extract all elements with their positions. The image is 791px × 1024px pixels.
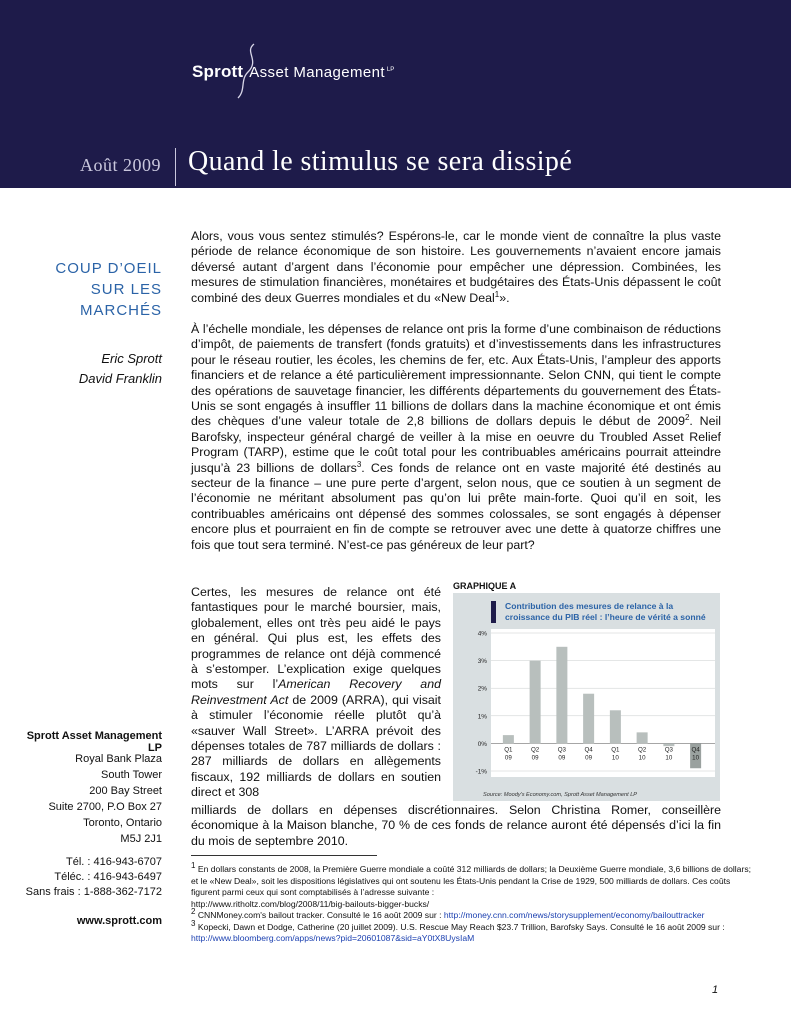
footnote-2-number: 2 xyxy=(191,907,196,917)
bar xyxy=(637,732,648,743)
chart-source: Source: Moody's Economy.com, Sprott Asset Management LP xyxy=(483,792,638,798)
chart-title-marker-icon xyxy=(491,601,496,623)
x-tick-label-year: 10 xyxy=(611,754,619,762)
author-name: Eric Sprott xyxy=(101,351,162,366)
header-banner xyxy=(0,0,791,188)
footnote-ref-1[interactable]: 1 xyxy=(494,289,500,299)
x-tick-label: Q2 xyxy=(530,746,540,754)
logo xyxy=(192,62,394,82)
paragraph-3-wrapped xyxy=(191,585,441,801)
header-divider xyxy=(175,148,176,186)
y-tick-label: 2% xyxy=(477,685,487,693)
address-line: Suite 2700, P.O Box 27 xyxy=(48,801,162,813)
contact-phones xyxy=(20,855,162,900)
paragraph-3-italic: American Recovery and Reinvestment Act xyxy=(191,677,441,707)
x-tick-label: Q4 xyxy=(584,746,593,754)
address-line: 200 Bay Street xyxy=(89,785,162,797)
footnote-2-url[interactable]: http://money.cnn.com/news/storysupplement/economy/bailouttracker xyxy=(443,910,705,920)
x-tick-label-year: 09 xyxy=(531,754,539,762)
section-title-line: MARCHÉS xyxy=(79,302,162,319)
issue-date: Août 2009 xyxy=(80,155,161,175)
paragraph-3-text-a: Certes, les mesures de relance ont été fantastiques pour le marché boursier, mais, globalement, elles ont très peu aidé le pays en général. Qui plus est, les effets des programmes de relance ont déjà commencé à s’estomper. L’explication exige quelques mots sur l’ xyxy=(191,585,441,692)
logo-brand-suffix: LP xyxy=(386,66,395,73)
x-tick-label: Q1 xyxy=(504,746,513,754)
contact-address xyxy=(20,751,162,847)
contact-company-name: Sprott Asset Management LP xyxy=(26,730,162,754)
bar xyxy=(503,735,514,743)
y-tick-label: 0% xyxy=(477,740,487,748)
paragraph-1 xyxy=(191,229,721,306)
paragraph-2 xyxy=(191,322,721,553)
address-line: Toronto, Ontario xyxy=(83,817,162,829)
bar xyxy=(556,647,567,744)
paragraph-1-end: ». xyxy=(499,290,510,305)
footnotes xyxy=(191,861,751,945)
paragraph-3-text-b: de 2009 (ARRA), qui visait à stimuler l’économie réelle plutôt qu’à «sauver Wall Street». L’ARRA prévoit des dépenses totales de 787 milliards de dollars : 287 milliards de dollars en allègements fiscaux, 192 milliards de dollars en soutien direct et 308 xyxy=(191,692,441,800)
section-title-line: COUP D’OEIL xyxy=(55,260,162,277)
x-tick-label: Q1 xyxy=(611,746,620,754)
footnote-3-text: Kopecki, Dawn et Dodge, Catherine (20 juillet 2009). U.S. Rescue May Reach $23.7 Trillion, Barofsky Says. Consulté le 16 août 2009 sur : xyxy=(197,921,725,932)
paragraph-3-continued: milliards de dollars en dépenses discrétionnaires. Selon Christina Romer, conseillère économique à la Maison blanche, 70 % de ces fonds de relance auront été dépensés d’ici la fin du mois de septembre 2010. xyxy=(191,803,721,848)
x-tick-label-year: 09 xyxy=(558,754,566,762)
x-tick-label-year: 10 xyxy=(638,754,646,762)
chart-title-line: Contribution des mesures de relance à la xyxy=(505,601,674,611)
bar xyxy=(530,661,541,744)
x-tick-label-year: 09 xyxy=(504,754,512,762)
page-number: 1 xyxy=(712,984,719,996)
x-tick-label: Q2 xyxy=(637,746,647,754)
section-title xyxy=(20,258,162,321)
footnote-divider xyxy=(191,855,377,856)
address-line: M5J 2J1 xyxy=(120,833,162,845)
chart xyxy=(453,593,720,801)
footnote-3-number: 3 xyxy=(191,918,196,928)
x-tick-label-year: 10 xyxy=(692,754,700,762)
footnote-3 xyxy=(191,918,751,945)
footnote-2-text: CNNMoney.com's bailout tracker. Consulté le 16 août 2009 sur : xyxy=(197,910,444,920)
y-tick-label: 1% xyxy=(477,713,487,721)
fax: Téléc. : 416-943-6497 xyxy=(54,871,162,883)
logo-brand-primary: Sprott xyxy=(192,62,244,81)
bar xyxy=(610,710,621,743)
author-name: David Franklin xyxy=(78,371,162,386)
chart-svg xyxy=(453,593,720,801)
y-tick-label: 4% xyxy=(477,630,487,638)
x-tick-label-year: 09 xyxy=(585,754,593,762)
phone: Tél. : 416-943-6707 xyxy=(65,856,162,868)
x-tick-label: Q3 xyxy=(664,746,674,754)
plot-area xyxy=(491,629,715,777)
website-link[interactable]: www.sprott.com xyxy=(76,915,162,927)
paragraph-2-text-c: . Ces fonds de relance ont en vaste majorité été destinés au secteur de la finance – une pure perte d’argent, selon nous, que ce soutien à un segment de l’économie ne méritant absolument pas qu’on lui prête main-forte. Quoi qu’il en soit, les contribuables américains ont dépensé des sommes colossales, se sont engagés à dépenser encore plus et pourraient en fin de compte se retrouver avec une dette à quatorze chiffres une fois que tout sera terminé. N’est-ce pas généreux de leur part? xyxy=(191,460,721,552)
footnote-1-text: En dollars constants de 2008, la Première Guerre mondiale a coûté 312 milliards de dollars; la Deuxième Guerre mondiale, 3,6 billions de dollars; et le «New Deal», soit les dispositions législatives qui ont soutenu les États-Unis pendant la Crise de 1929, 500 milliards de dollars. Ces coûts figurent parmi ceux qui sont comptabilisés à l’adresse suivante : xyxy=(191,864,751,897)
x-tick-label-year: 10 xyxy=(665,754,673,762)
footnote-2 xyxy=(191,907,751,922)
address-line: South Tower xyxy=(101,769,162,781)
page-title: Quand le stimulus se sera dissipé xyxy=(188,146,573,177)
x-tick-label: Q3 xyxy=(557,746,567,754)
toll-free: Sans frais : 1-888-362-7172 xyxy=(25,886,162,898)
logo-brand-secondary: Asset Management xyxy=(249,64,385,81)
footnote-ref-2[interactable]: 2 xyxy=(684,413,690,423)
x-tick-label: Q4 xyxy=(691,746,700,754)
y-tick-label: 3% xyxy=(477,658,487,666)
footnote-1 xyxy=(191,861,751,910)
footnote-1-url[interactable]: http://www.ritholtz.com/blog/2008/11/big-bailouts-bigger-bucks/ xyxy=(191,898,430,909)
footnote-3-url[interactable]: http://www.bloomberg.com/apps/news?pid=20601087&sid=aY0tX8UysIaM xyxy=(191,933,475,943)
footnote-1-number: 1 xyxy=(191,861,196,871)
paragraph-2-text-a: À l’échelle mondiale, les dépenses de relance ont pris la forme d’une combinaison de réductions d’impôt, de paiements de transfert (fonds gratuits) et d’investissements dans les infrastructures pour le réseau routier, les écoles, les chemins de fer, etc. Aux États-Unis, l’ampleur des apports financiers et de relance a été particulièrement impressionnante. Selon CNN, qui tient le compte des opérations de sauvetage financier, les différents départements du gouvernement des États-Unis se sont engagés à insuffler 11 billions de dollars dans la machine économique et ont émis des chèques d’une valeur totale de 2,8 billions de dollars depuis le début de 2009 xyxy=(191,322,721,429)
chart-label: GRAPHIQUE A xyxy=(453,581,517,591)
y-tick-label: -1% xyxy=(475,768,487,776)
chart-title-line: croissance du PIB réel : l’heure de vérité a sonné xyxy=(505,612,706,622)
footnote-ref-3[interactable]: 3 xyxy=(356,459,362,469)
paragraph-2-text-b: . Neil Barofsky, inspecteur général chargé de veiller à la mise en oeuvre du Troubled Asset Relief Program (TARP), estime que le coût total pour les contribuables américains pourrait atteindre jusqu’à 23 billions de dollars xyxy=(191,414,722,475)
authors xyxy=(20,349,162,389)
paragraph-1-text: Alors, vous vous sentez stimulés? Espérons-le, car le monde vient de connaître la plus vaste période de relance économique de son histoire. Les gouvernements n’avaient encore jamais déversé autant d’argent dans l’économie pour empêcher une dépression. Combinées, les mesures de stimulation financières, monétaires et budgétaires des États-Unis dépassent le coût combiné des deux Guerres mondiales et du «New Deal xyxy=(191,229,721,305)
bar xyxy=(583,694,594,744)
section-title-line: SUR LES xyxy=(90,281,162,298)
address-line: Royal Bank Plaza xyxy=(75,753,162,765)
